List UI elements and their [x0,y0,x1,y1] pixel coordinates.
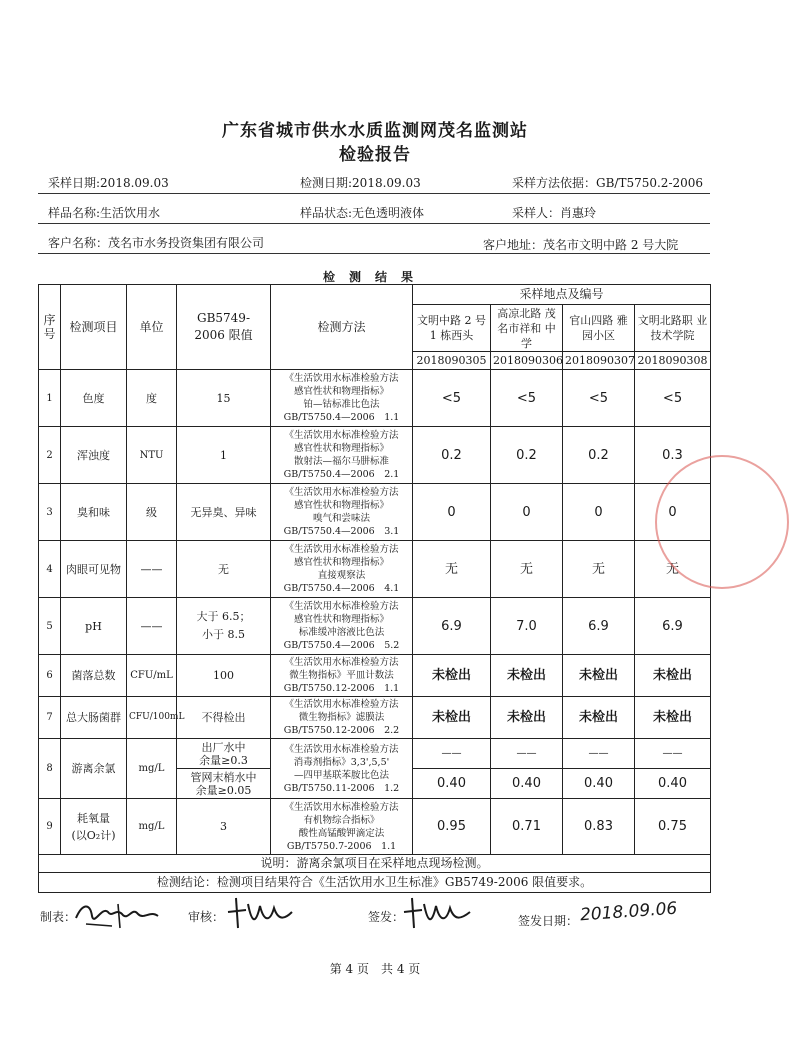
limit-cell: 3 [177,799,271,855]
limit-line: 管网末梢水中 [190,770,257,784]
value-cell: <5 [491,370,563,427]
method-cell [271,427,413,484]
limit-cell: 无异臭、异味 [177,484,271,541]
prepared-label: 制表： [40,910,77,924]
value-cell: —— [491,739,563,769]
seq-cell: 7 [39,697,61,739]
method-line: GB/T5750.7-2006 1.1 [286,840,397,852]
limit-cell [177,769,271,799]
value-cell: 0 [413,484,491,541]
value-cell: —— [563,739,635,769]
test-date: 检测日期:2018.09.03 [300,176,421,190]
unit-cell: —— [127,541,177,598]
method-line: 感官性状和物理指标》 [293,500,389,511]
value-cell: 未检出 [491,655,563,697]
value-cell: 无 [491,541,563,598]
value-cell: 0.40 [635,769,711,799]
method-line: 微生物指标》平皿计数法 [289,670,394,681]
conclusion-text: 检测结论：检测项目结果符合《生活饮用水卫生标准》GB5749-2006 限值要求。 [39,873,711,893]
item-cell: 浑浊度 [61,427,127,484]
seal-stamp [655,455,789,589]
divider [38,253,710,254]
item-line: (以O₂计) [71,828,116,842]
value-cell: 6.9 [563,598,635,655]
method-line: 《生活饮用水标准检验方法 [284,699,399,710]
sampling-date: 采样日期:2018.09.03 [48,176,169,190]
item-cell: 臭和味 [61,484,127,541]
seq-cell: 9 [39,799,61,855]
value-cell: 未检出 [635,655,711,697]
table-row [39,799,711,855]
page-number: 第 4 页 共 4 页 [329,962,421,976]
limit-cell: 无 [177,541,271,598]
approved-signature [398,894,478,932]
results-table [38,284,711,893]
method-line: 感官性状和物理指标》 [293,614,389,625]
limit-line: 出厂水中 [201,740,246,754]
method-line: 微生物指标》滤膜法 [298,712,385,723]
method-line: 《生活饮用水标准检验方法 [284,801,399,813]
unit-cell: —— [127,598,177,655]
method-line: GB/T5750.4—2006 3.1 [283,526,400,537]
method-line: 有机物综合指标》 [303,814,380,826]
value-cell: 无 [413,541,491,598]
method-line: 《生活饮用水标准检验方法 [284,430,399,441]
site-name: 文明中路 2 号 1 栋西头 [413,305,491,352]
item-cell [61,799,127,855]
table-row [39,598,711,655]
limit-line: 余量≥0.05 [195,783,252,797]
limit-cell: 1 [177,427,271,484]
site-code: 2018090308 [635,352,711,370]
method-cell [271,739,413,799]
results-title: 检测结果 [322,270,427,284]
unit-cell: mg/L [127,799,177,855]
item-cell: pH [61,598,127,655]
method-line: 《生活饮用水标准检验方法 [284,743,399,755]
site-name: 高凉北路 茂名市祥和 中学 [491,305,563,352]
unit-cell: CFU/100mL [127,697,177,739]
value-cell: 0.2 [563,427,635,484]
limit-cell [177,739,271,769]
table-row [39,370,711,427]
method-line: 标准缓冲溶液比色法 [298,627,385,638]
value-cell: <5 [635,370,711,427]
approved-label: 签发： [368,910,405,924]
value-cell: 未检出 [491,697,563,739]
seq-cell: 4 [39,541,61,598]
value-cell: 未检出 [413,655,491,697]
method-cell [271,541,413,598]
unit-cell: 级 [127,484,177,541]
method-cell [271,697,413,739]
value-cell: 0.2 [413,427,491,484]
method-line: 直接观察法 [317,570,366,581]
seq-cell: 3 [39,484,61,541]
reviewed-label: 审核： [188,910,225,924]
issue-date-label: 签发日期： [518,914,579,928]
value-cell: 0.83 [563,799,635,855]
method-line: 《生活饮用水标准检验方法 [284,657,399,668]
report-title: 检验报告 [339,145,411,165]
issue-date: 2018.09.06 [579,898,678,926]
method-line: 酸性高锰酸钾滴定法 [298,827,385,839]
value-cell: 无 [635,541,711,598]
sample-name: 样品名称:生活饮用水 [48,206,161,220]
value-cell: —— [413,739,491,769]
item-cell: 菌落总数 [61,655,127,697]
site-code: 2018090307 [563,352,635,370]
limit-line: 大于 6.5； [196,610,251,623]
item-line: 耗氧量 [77,811,110,825]
note-text: 说明：游离余氯项目在采样地点现场检测。 [39,855,711,873]
client-address: 客户地址：茂名市文明中路 2 号大院 [483,238,679,252]
method-line: 《生活饮用水标准检验方法 [284,373,399,384]
value-cell: 6.9 [413,598,491,655]
method-header: 检测方法 [271,285,413,370]
value-cell: <5 [563,370,635,427]
seq-cell: 2 [39,427,61,484]
method-line: GB/T5750.4—2006 1.1 [283,412,400,423]
method-line: 消毒剂指标》3,3',5,5' [293,756,390,768]
method-line: 《生活饮用水标准检验方法 [284,487,399,498]
limit-line: 余量≥0.3 [199,753,248,767]
method-line: GB/T5750.12-2006 1.1 [283,683,400,694]
item-cell: 游离余氯 [61,739,127,799]
method-line: —四甲基联苯胺比色法 [293,769,389,781]
limit-cell: 15 [177,370,271,427]
method-line: GB/T5750.12-2006 2.2 [283,725,400,736]
item-cell: 色度 [61,370,127,427]
site-code: 2018090306 [491,352,563,370]
value-cell: 未检出 [563,655,635,697]
value-cell: 0.2 [491,427,563,484]
sites-header: 采样地点及编号 [413,285,711,305]
limit-cell: 100 [177,655,271,697]
value-cell: 0.71 [491,799,563,855]
table-row [39,484,711,541]
conclusion-row [39,873,711,893]
sample-state: 样品状态:无色透明液体 [300,206,425,220]
method-cell [271,484,413,541]
header-row [39,285,711,305]
item-cell: 肉眼可见物 [61,541,127,598]
limit-line: 小于 8.5 [202,628,245,641]
method-line: GB/T5750.4—2006 4.1 [283,583,400,594]
method-line: GB/T5750.11-2006 1.2 [283,782,400,794]
method-line: 《生活饮用水标准检验方法 [284,544,399,555]
method-line: 感官性状和物理指标》 [293,443,389,454]
value-cell: 0 [635,484,711,541]
divider [38,223,710,224]
value-cell: 未检出 [413,697,491,739]
value-cell: 7.0 [491,598,563,655]
value-cell: —— [635,739,711,769]
seq-cell: 5 [39,598,61,655]
divider [38,193,710,194]
unit-cell: 度 [127,370,177,427]
method-line: 《生活饮用水标准检验方法 [284,601,399,612]
value-cell: 0.3 [635,427,711,484]
method-line: GB/T5750.4—2006 5.2 [283,640,400,651]
seq-cell: 1 [39,370,61,427]
method-line: 感官性状和物理指标》 [293,557,389,568]
value-cell: <5 [413,370,491,427]
item-cell: 总大肠菌群 [61,697,127,739]
method-line: 嗅气和尝味法 [312,513,370,524]
method-line: 感官性状和物理指标》 [293,386,389,397]
site-name: 文明北路职 业技术学院 [635,305,711,352]
org-title: 广东省城市供水水质监测网茂名监测站 [222,121,528,141]
value-cell: 未检出 [635,697,711,739]
site-name: 官山四路 雅园小区 [563,305,635,352]
value-cell: 0.95 [413,799,491,855]
table-row [39,427,711,484]
method-cell [271,799,413,855]
value-cell: 0.40 [563,769,635,799]
seq-header: 序号 [39,285,61,370]
table-row [39,541,711,598]
value-cell: 0 [491,484,563,541]
method-cell [271,370,413,427]
method-line: GB/T5750.4—2006 2.1 [283,469,400,480]
table-row [39,697,711,739]
unit-cell: mg/L [127,739,177,799]
limit-cell [177,598,271,655]
sampler: 采样人：肖惠玲 [512,206,597,220]
value-cell: 0.40 [413,769,491,799]
prepared-signature [72,896,162,932]
method-line: 铂—钴标准比色法 [303,399,380,410]
reviewed-signature [222,894,302,932]
value-cell: 6.9 [635,598,711,655]
seq-cell: 6 [39,655,61,697]
unit-header: 单位 [127,285,177,370]
value-cell: 未检出 [563,697,635,739]
limit-cell: 不得检出 [177,697,271,739]
client-name: 客户名称：茂名市水务投资集团有限公司 [48,236,265,250]
method-cell [271,655,413,697]
value-cell: 0 [563,484,635,541]
sampling-method: 采样方法依据：GB/T5750.2-2006 [512,176,704,190]
value-cell: 0.40 [491,769,563,799]
note-row [39,855,711,873]
unit-cell: NTU [127,427,177,484]
method-line: 散射法—福尔马肼标准 [293,456,389,467]
method-cell [271,598,413,655]
value-cell: 无 [563,541,635,598]
table-row [39,655,711,697]
seq-cell: 8 [39,739,61,799]
unit-cell: CFU/mL [127,655,177,697]
limit-header: GB5749-2006 限值 [177,285,271,370]
site-code: 2018090305 [413,352,491,370]
item-header: 检测项目 [61,285,127,370]
value-cell: 0.75 [635,799,711,855]
table-row [39,739,711,769]
